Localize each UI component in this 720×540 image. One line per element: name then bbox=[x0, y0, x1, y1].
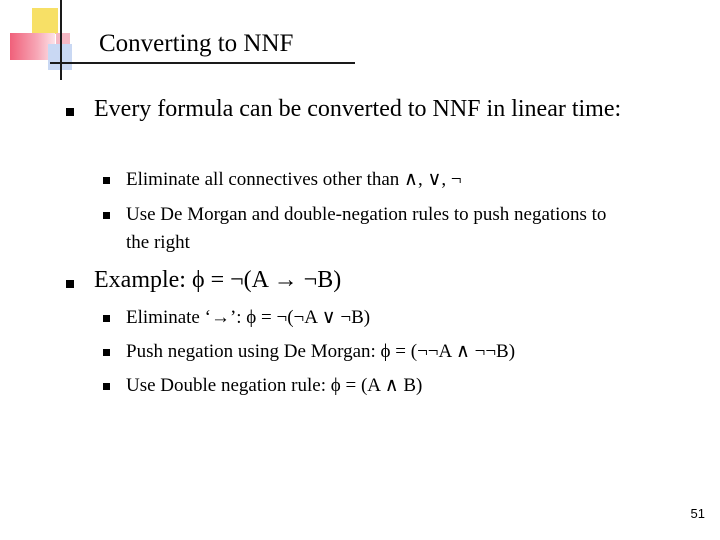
sub-bullet-text: Push negation using De Morgan: ϕ = (¬¬A ∧ ¬¬B) bbox=[126, 341, 516, 362]
decor-yellow-square bbox=[32, 8, 58, 34]
sub-bullet-text: Use Double negation rule: ϕ = (A ∧ B) bbox=[126, 375, 423, 396]
bullet-text: Every formula can be converted to NNF in linear time: bbox=[94, 96, 622, 122]
slide-title: Converting to NNF bbox=[99, 30, 294, 57]
decor-vertical-line bbox=[60, 0, 62, 80]
bullet-text: Example: ϕ = ¬(A → ¬B) bbox=[94, 267, 342, 293]
sub-bullet-text: Eliminate all connectives other than ∧, ∨, ¬ bbox=[126, 169, 462, 190]
bullet-marker bbox=[66, 108, 74, 116]
page-number: 51 bbox=[690, 506, 705, 521]
sub-bullet-marker bbox=[103, 177, 110, 184]
sub-bullet-text: Use De Morgan and double-negation rules to push negations to the right bbox=[126, 204, 607, 253]
decor-title-underline bbox=[50, 62, 355, 64]
bullet-marker bbox=[66, 280, 74, 288]
sub-bullet-text: Eliminate ‘→’: ϕ = ¬(¬A ∨ ¬B) bbox=[126, 307, 371, 328]
sub-bullet-marker bbox=[103, 315, 110, 322]
sub-bullet-marker bbox=[103, 383, 110, 390]
sub-bullet-marker bbox=[103, 212, 110, 219]
sub-bullet-marker bbox=[103, 349, 110, 356]
